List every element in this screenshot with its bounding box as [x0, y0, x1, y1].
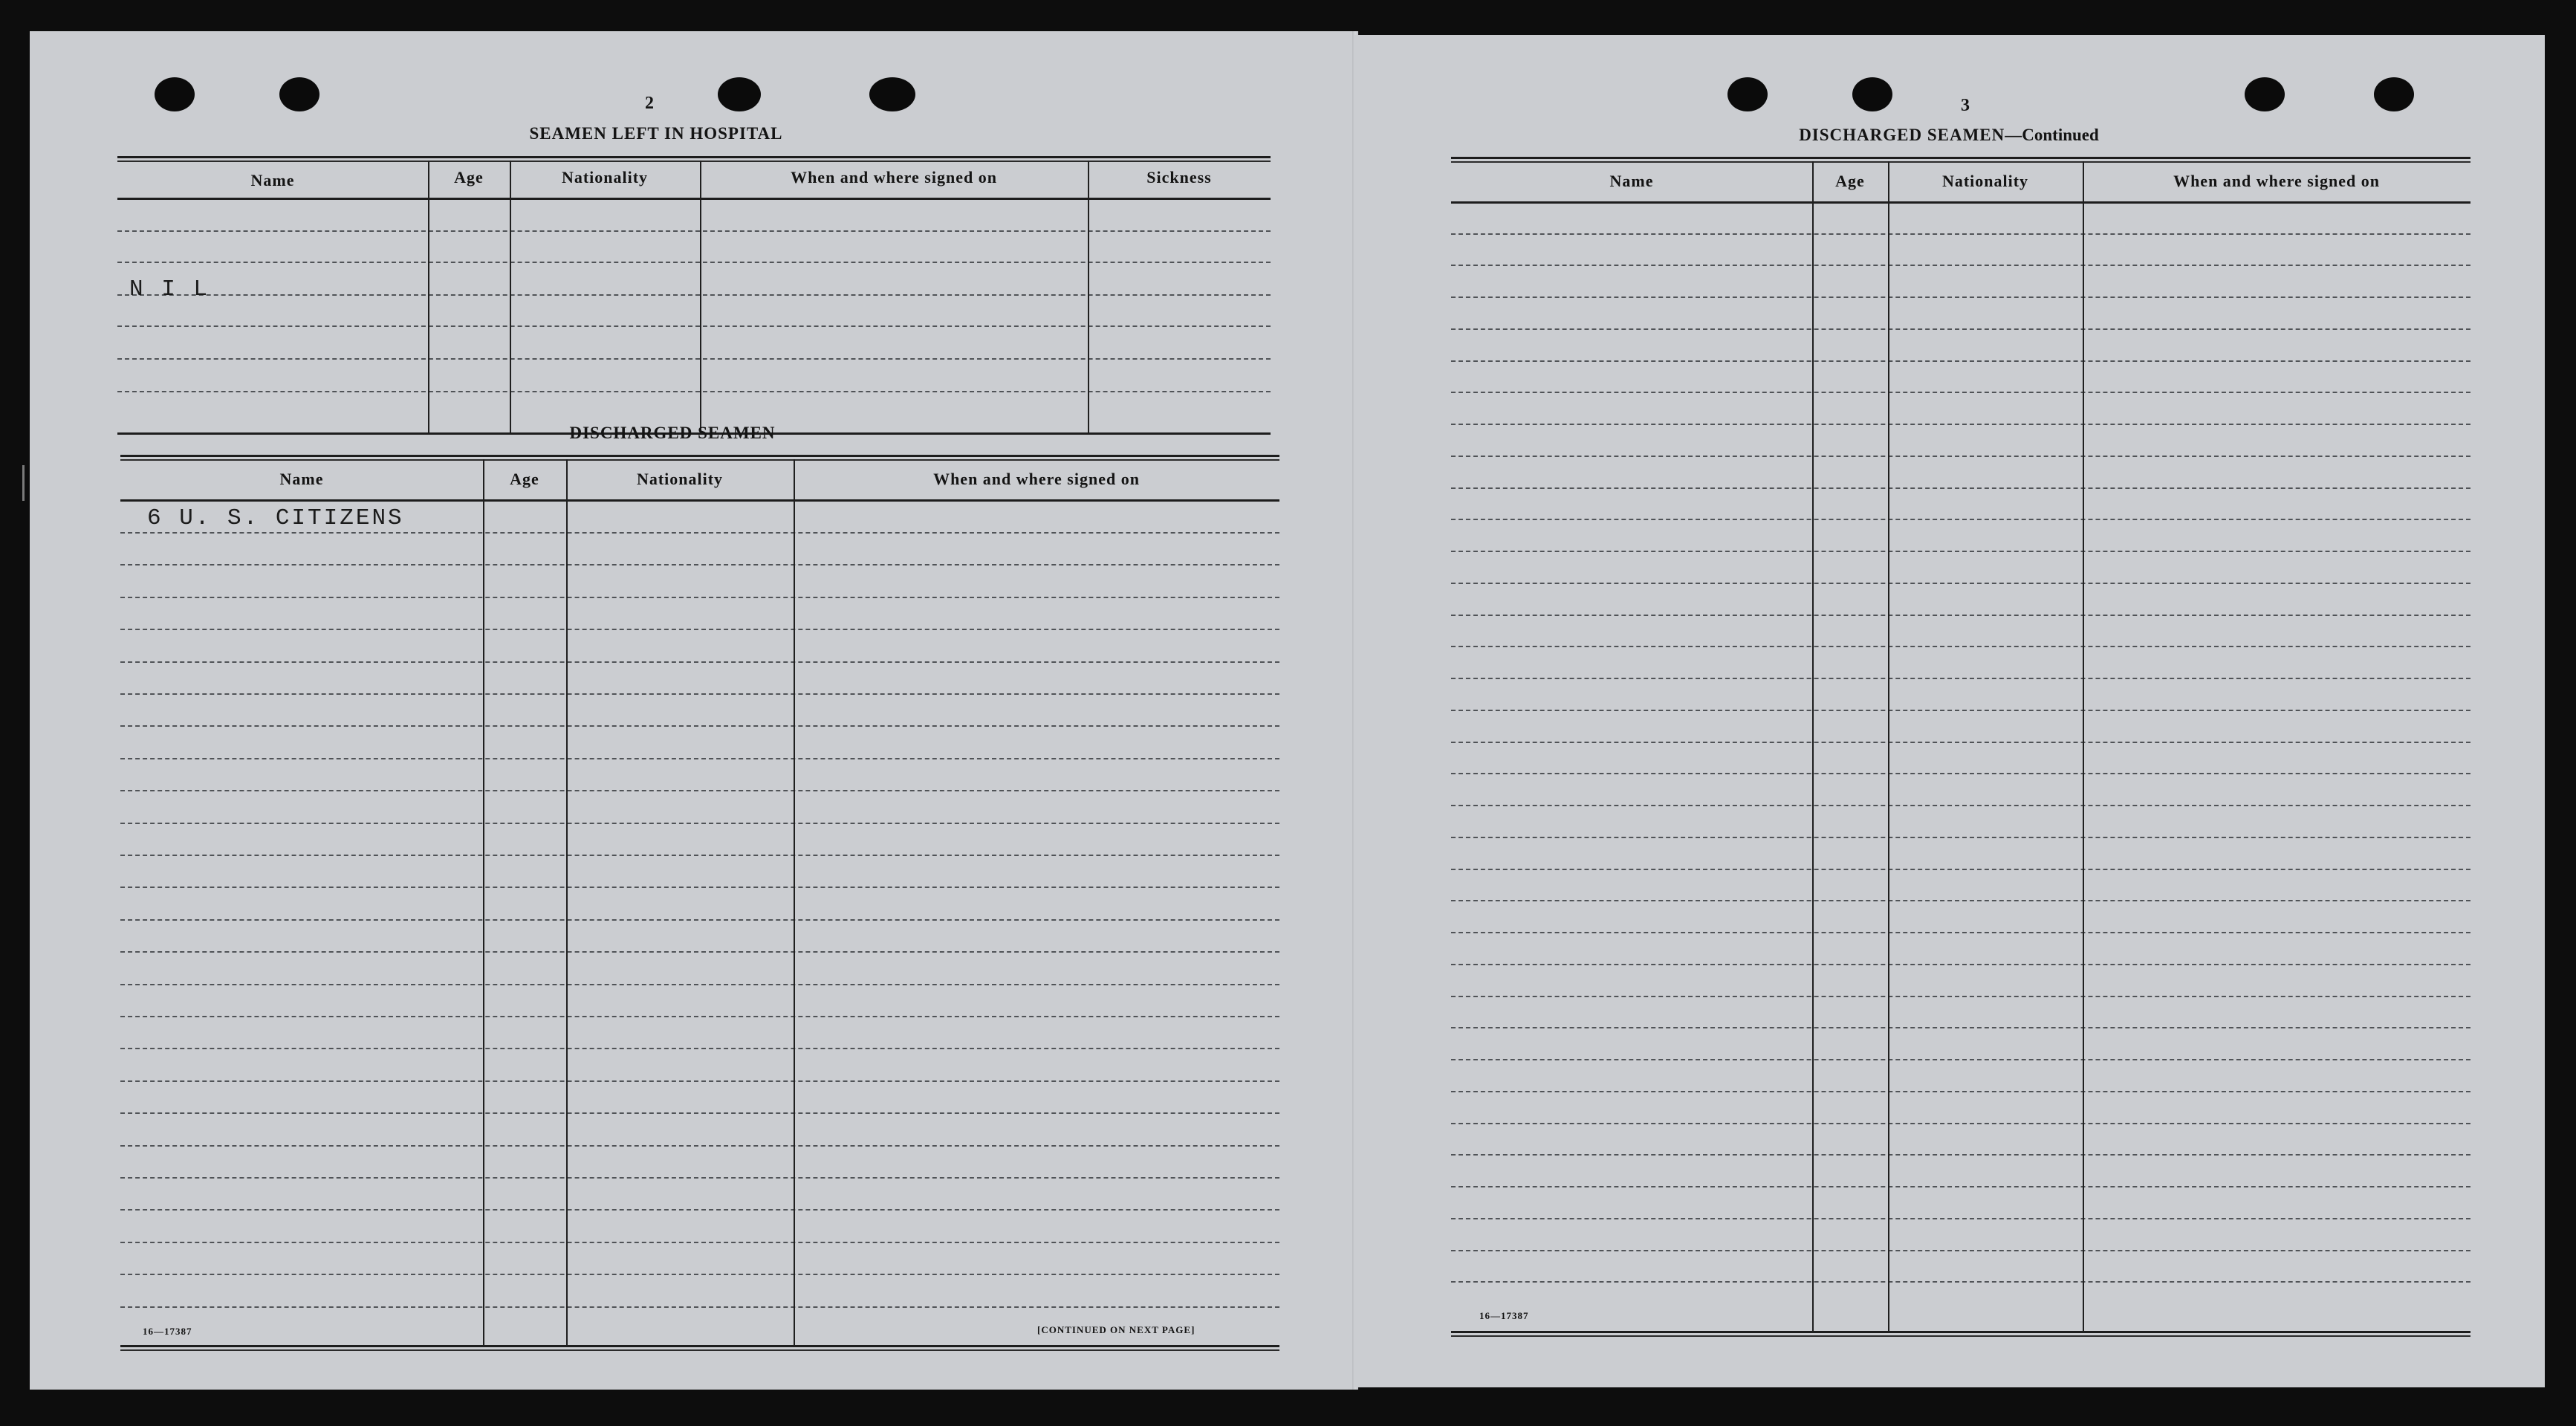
form-number: 16—17387 — [1479, 1310, 1529, 1321]
punch-hole — [2245, 77, 2285, 111]
column-header-nationality: Nationality — [1941, 172, 2029, 190]
discharged-section-title: DISCHARGED SEAMEN — [569, 424, 776, 442]
punch-hole — [1727, 77, 1768, 111]
form-number: 16—17387 — [143, 1326, 192, 1337]
continued-note: [CONTINUED ON NEXT PAGE] — [1037, 1324, 1195, 1335]
column-header-age: Age — [454, 168, 484, 187]
hospital-entry: N I L — [129, 276, 210, 302]
column-header-nationality: Nationality — [636, 470, 724, 488]
column-header-nationality: Nationality — [561, 168, 649, 187]
column-header-age: Age — [510, 470, 539, 488]
punch-hole — [1852, 77, 1892, 111]
punch-hole — [155, 77, 195, 111]
punch-hole — [718, 77, 761, 111]
column-header-signed-on: When and where signed on — [933, 470, 1140, 488]
hospital-table — [117, 156, 1271, 438]
column-header-age: Age — [1835, 172, 1865, 190]
column-header-signed-on: When and where signed on — [791, 168, 997, 187]
right-page — [1354, 35, 2545, 1387]
page-number: 3 — [1961, 96, 1970, 115]
hospital-section-title: SEAMEN LEFT IN HOSPITAL — [529, 124, 783, 143]
column-header-name: Name — [279, 470, 324, 488]
punch-hole — [2374, 77, 2414, 111]
discharged-table — [120, 455, 1279, 1354]
edge-mark — [22, 465, 32, 501]
column-header-name: Name — [1609, 172, 1654, 190]
left-page — [30, 31, 1358, 1390]
punch-hole — [869, 77, 915, 111]
column-header-name: Name — [250, 171, 295, 189]
discharged-entry: 6 U. S. CITIZENS — [147, 505, 404, 531]
continued-section-title: DISCHARGED SEAMEN—Continued — [1799, 126, 2099, 144]
column-header-signed-on: When and where signed on — [2173, 172, 2380, 190]
punch-hole — [279, 77, 319, 111]
page-number: 2 — [645, 94, 654, 113]
column-header-sickness: Sickness — [1146, 168, 1212, 187]
discharged-continued-table — [1451, 157, 2470, 1344]
